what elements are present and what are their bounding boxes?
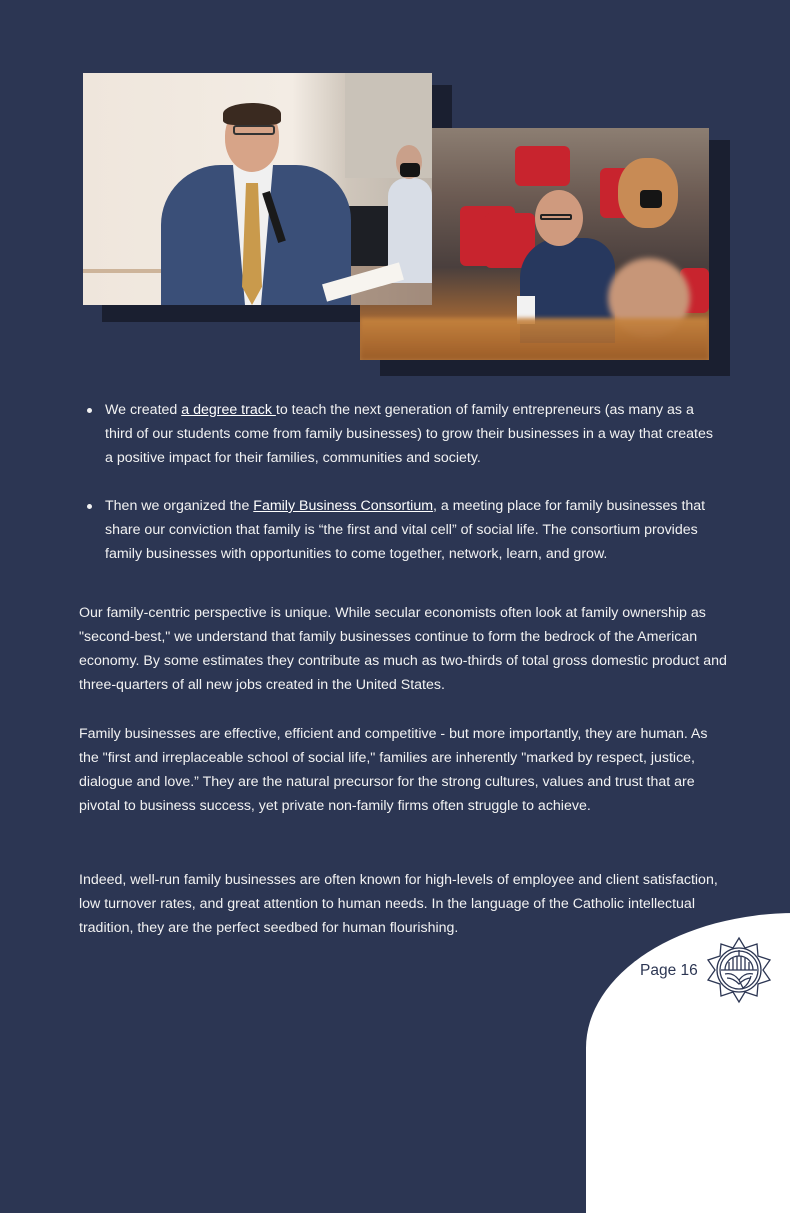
paragraph-family-centric: Our family-centric perspective is unique. While secular economists often look at family ownership as "second-best," we understand that family businesses continue to form the bedrock of the American economy. By some estimates they contribute as much as two-thirds of total gross domestic product and three-quarters of all new jobs created in the United States. (79, 605, 727, 693)
bullet-text-before: Then we organized the (105, 498, 254, 514)
red-seat (515, 146, 570, 186)
paragraph-effective-human: Family businesses are effective, efficient and competitive - but more importantly, they are human. As the "first and irreplaceable school of social life," families are inherently "marked by respect, justice, dialogue and love.” They are the natural precursor for the strong cultures, values and trust that are pivotal to business success, yet private non-family firms often struggle to achieve. (79, 726, 708, 814)
face-mask (640, 190, 662, 208)
glasses (233, 125, 275, 135)
speaker-hair (223, 103, 281, 125)
bullet-text-after: , a meeting place for family businesses that share our conviction that family is “the first and vital cell” of social life. The consortium provides family businesses with opportunities to come together, network, learn, and grow. (105, 498, 706, 562)
speaker-photo (83, 73, 432, 305)
family-business-consortium-link[interactable]: Family Business Consortium (253, 498, 434, 514)
paragraph-flourishing: Indeed, well-run family businesses are often known for high-levels of employee and client satisfaction, low turnover rates, and great attention to human needs. In the language of the Catholic intellectual tradition, they are the perfect seedbed for human flourishing. (79, 872, 718, 936)
degree-track-link[interactable]: a degree track (181, 402, 276, 418)
bullet-icon (87, 504, 92, 509)
glasses (540, 214, 572, 220)
page-number: Page 16 (640, 962, 698, 979)
bullet-item-degree-track (84, 398, 724, 470)
face-mask (400, 163, 420, 177)
blurred-foreground (360, 318, 709, 360)
bullet-item-consortium (84, 494, 724, 566)
bullet-icon (87, 408, 92, 413)
bullet-list (84, 398, 724, 590)
bullet-text-after: to teach the next generation of family entrepreneurs (as many as a third of our students come from family businesses) to grow their businesses in a way that creates a positive impact for their families, communities and society. (105, 402, 713, 466)
compass-dome-emblem-icon (705, 936, 773, 1004)
bullet-text-before: We created (105, 402, 182, 418)
